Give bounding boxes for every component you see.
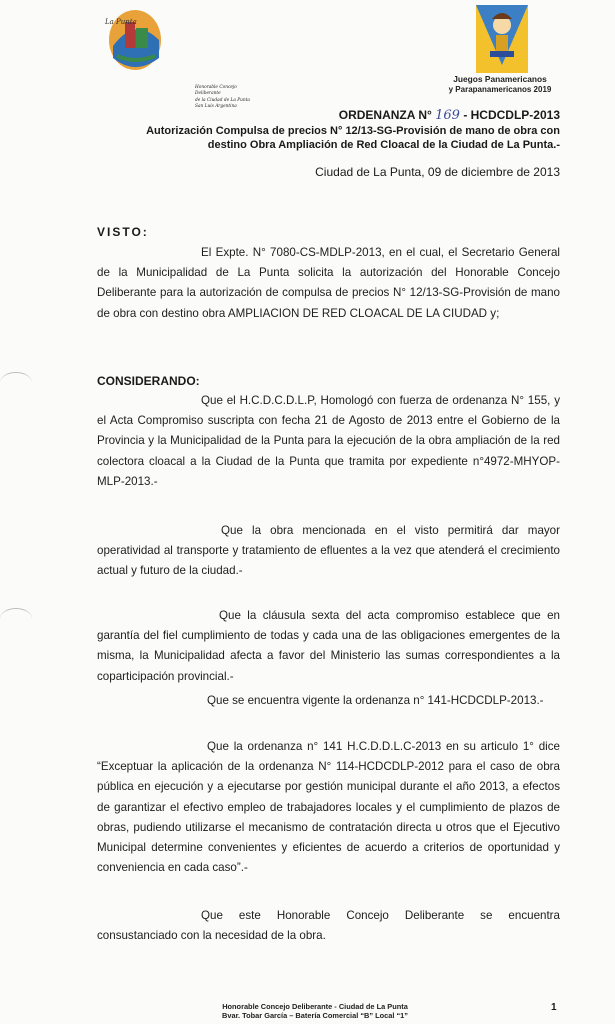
punch-hole-mark — [0, 608, 32, 629]
juegos-line-1: Juegos Panamericanos — [453, 74, 547, 84]
considerando-text-1: Que el H.C.D.C.D.L.P, Homologó con fuerza de ordenanza N° 155, y el Acta Compromiso suscripta con fecha 21 de Agosto de 2013 entre el Gobierno de la Provincia y la Municipalidad de la Punta para la ejecución de la obra ampliación de la red colectora cloacal a la Ciudad de la Punta que tramita por expediente n°4972-MHYOP-MLP-2013.- — [97, 394, 560, 488]
considerando-text-3: Que la cláusula sexta del acta compromiso establece que en garantía del fiel cumplimiento de todas y cada una de las obligaciones emergentes de la misma, la Municipalidad afecta a favor del Ministerio las sumas correspondientes a la coparticipación provincial.- — [97, 609, 560, 683]
considerando-text-5: Que la ordenanza n° 141 H.C.D.D.L.C-2013 en su articulo 1° dice “Exceptuar la aplicación de la ordenanza N° 114-HCDCDLP-2012 para el caso de obra pública en ejecución y a ejecutarse por gestión municipal durante el año 2013, a efectos de garantizar el efectivo empleo de trabajadores locales y el cumplimiento de plazos de obras, pudiendo utilizarse el mecanismo de contratación directa u otros que el Ejecutivo Municipal determine convenientes y eficientes de acuerdo a criterios de oportunidad y conveniencia en cada caso”.- — [97, 740, 560, 875]
concejo-logo — [95, 6, 250, 110]
concejo-logo-text — [195, 85, 257, 111]
considerando-paragraph-1 — [97, 391, 560, 492]
ordinance-subtitle-line-2: destino Obra Ampliación de Red Cloacal de la Ciudad de La Punta.- — [207, 139, 560, 151]
ordinance-prefix: ORDENANZA N° — [338, 108, 432, 122]
considerando-paragraph-5 — [97, 737, 560, 878]
svg-text:La Punta: La Punta — [105, 18, 137, 26]
concejo-deliberante-seal-icon — [103, 6, 165, 78]
ordinance-suffix: - HCDCDLP-2013 — [463, 108, 560, 122]
page-footer — [180, 1002, 450, 1020]
page-number: 1 — [551, 1002, 557, 1013]
considerando-paragraph-3 — [97, 606, 560, 687]
considerando-text-2: Que la obra mencionada en el visto permitirá dar mayor operatividad al transporte y tratamiento de efluentes a la vez que atenderá el crecimiento actual y futuro de la ciudad.- — [97, 524, 560, 578]
concejo-logo-line-1: Honorable Concejo Deliberante — [195, 85, 237, 97]
considerando-paragraph-2 — [97, 521, 560, 582]
panamerican-games-caption — [430, 75, 570, 94]
juegos-line-2: y Parapanamericanos 2019 — [448, 84, 552, 94]
place-date: Ciudad de La Punta, 09 de diciembre de 2013 — [315, 165, 560, 179]
footer-line-2: Bvar. Tobar García – Batería Comercial “B” Local “1” — [222, 1011, 408, 1020]
ordinance-number-handwritten: 169 — [435, 108, 460, 123]
concejo-logo-line-3: San Luis Argentina — [195, 104, 237, 110]
panamerican-games-mascot-icon — [476, 5, 528, 73]
punch-hole-mark — [0, 372, 32, 393]
concejo-logo-line-2: de la Ciudad de La Punta — [195, 97, 250, 103]
considerando-paragraph-4 — [97, 691, 560, 711]
considerando-text-6: Que este Honorable Concejo Deliberante se encuentra consustanciado con la necesidad de la obra. — [97, 909, 560, 943]
considerando-text-4: Que se encuentra vigente la ordenanza n° 141-HCDCDLP-2013.- — [207, 694, 544, 707]
footer-line-1: Honorable Concejo Deliberante - Ciudad de La Punta — [222, 1002, 408, 1011]
visto-heading: VISTO: — [97, 225, 149, 239]
considerando-heading: CONSIDERANDO: — [97, 374, 200, 388]
ordinance-subtitle-line-1: Autorización Compulsa de precios N° 12/13-SG-Provisión de mano de obra con — [146, 125, 560, 137]
visto-paragraph — [97, 243, 560, 324]
visto-text: El Expte. N° 7080-CS-MDLP-2013, en el cual, el Secretario General de la Municipalidad de La Punta solicita la autorización del Honorable Concejo Deliberante para la autorización de compulsa de precios N° 12/13-SG-Provisión de mano de obra con destino obra AMPLIACION DE RED CLOACAL DE LA CIUDAD y; — [97, 246, 560, 320]
ordinance-title — [90, 108, 560, 123]
considerando-paragraph-6 — [97, 906, 560, 946]
